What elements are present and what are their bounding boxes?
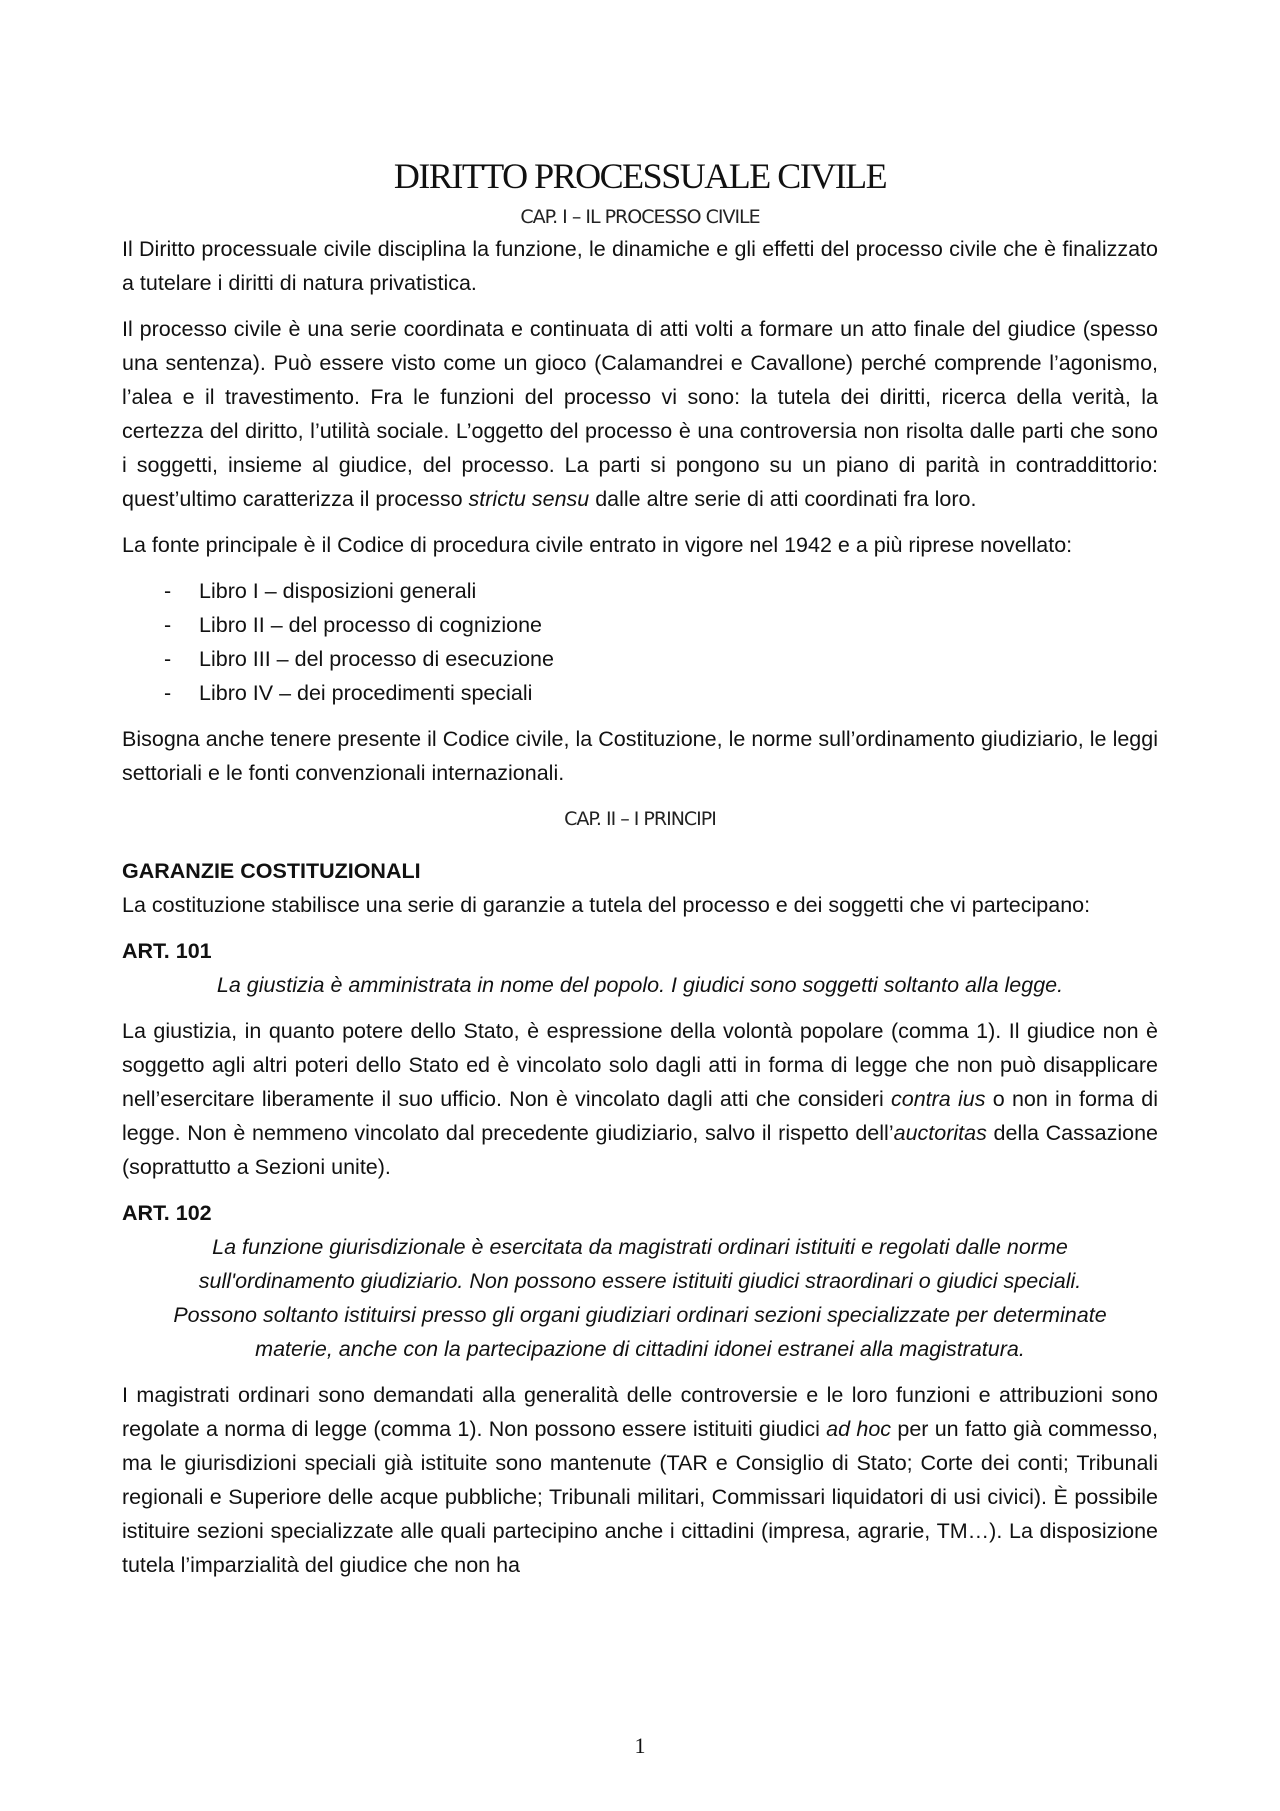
process-text-c: dalle altre serie di atti coordinati fra loro.	[595, 487, 977, 511]
books-list	[122, 574, 1158, 710]
quote-line: materie, anche con la partecipazione di cittadini idonei estranei alla magistratura.	[255, 1337, 1025, 1361]
list-item	[122, 574, 1158, 608]
guarantees-paragraph: La costituzione stabilisce una serie di garanzie a tutela del processo e dei soggetti che vi partecipano:	[122, 893, 1091, 917]
process-text-a: Il processo civile è una serie coordinata e continuata di atti volti a formare un atto finale del giudice (spesso una sentenza). Può essere visto come un gioco (Calamandrei e Cavallone) perché comprende l’agonismo, l’alea e il travestimento. Fra le funzioni del processo vi sono: la tutela dei diritti, ricerca della verità, la certezza del diritto, l’utilità sociale. L’oggetto del processo è una controversia non risolta dalle parti che sono i soggetti, insieme al giudice, del processo. La parti si pongono su un piano di parità in contraddittorio: quest’ultimo caratterizza il processo	[122, 317, 1158, 511]
art101-text-italic-1: contra ius	[890, 1087, 986, 1111]
process-text-italic: strictu sensu	[468, 487, 590, 511]
chapter-2-heading: CAP. II – I PRINCIPI	[564, 808, 716, 830]
art101-text-a: La giustizia, in quanto potere dello Stato, è espressione della volontà popolare (comma 1). Il giudice non è soggetto agli altri poteri dello Stato ed è vincolato solo dagli atti in forma di legge che non può disapplicare nell’esercitare liberamente il suo ufficio. Non è vincolato dagli atti che consideri	[122, 1019, 1158, 1111]
quote-line: sull'ordinamento giudiziario. Non possono essere istituiti giudici straordinari o giudici speciali.	[198, 1269, 1082, 1293]
article-102-heading: ART. 102	[122, 1201, 212, 1225]
quote-line: La funzione giurisdizionale è esercitata da magistrati ordinari istituiti e regolati dalle norme	[212, 1235, 1068, 1259]
article-101-quote	[122, 968, 1158, 1002]
art101-text-c: o non in forma di legge. Non è nemmeno vincolato dal precedente giudiziario, salvo il rispetto dell’	[122, 1087, 1158, 1145]
art102-text-italic: ad hoc	[826, 1417, 892, 1441]
book-label: Libro I – disposizioni generali	[199, 579, 477, 603]
intro-paragraph: Il Diritto processuale civile disciplina la funzione, le dinamiche e gli effetti del processo civile che è finalizzato a tutelare i diritti di natura privatistica.	[122, 237, 1158, 295]
list-item	[122, 642, 1158, 676]
page-number: 1	[634, 1733, 646, 1758]
article-102-paragraph	[122, 1378, 1158, 1582]
list-item	[122, 676, 1158, 710]
other-sources-paragraph: Bisogna anche tenere presente il Codice civile, la Costituzione, le norme sull’ordinamento giudiziario, le leggi settoriali e le fonti convenzionali internazionali.	[122, 727, 1158, 785]
quote-line: Possono soltanto istituirsi presso gli organi giudiziari ordinari sezioni specializzate per determinate	[173, 1303, 1107, 1327]
article-101-heading: ART. 101	[122, 939, 212, 963]
book-label: Libro II – del processo di cognizione	[199, 613, 543, 637]
list-item	[122, 608, 1158, 642]
sources-paragraph: La fonte principale è il Codice di procedura civile entrato in vigore nel 1942 e a più riprese novellato:	[122, 533, 1073, 557]
book-label: Libro IV – dei procedimenti speciali	[199, 681, 533, 705]
process-paragraph	[122, 312, 1158, 516]
quote-line: La giustizia è amministrata in nome del popolo. I giudici sono soggetti soltanto alla legge.	[216, 973, 1064, 997]
art101-text-italic-2: auctoritas	[893, 1121, 987, 1145]
chapter-1-heading: CAP. I – IL PROCESSO CIVILE	[520, 206, 760, 228]
document-title: DIRITTO PROCESSUALE CIVILE	[393, 156, 887, 196]
art102-text-c: per un fatto già commesso, ma le giurisdizioni speciali già istituite sono mantenute (TAR e Consiglio di Stato; Corte dei conti; Tribunali regionali e Superiore delle acque pubbliche; Tribunali militari, Commissari liquidatori di usi civici). È possibile istituire sezioni specializzate alle quali partecipino anche i cittadini (impresa, agrarie, TM…). La disposizione tutela l’imparzialità del giudice che non ha	[122, 1417, 1158, 1577]
article-102-quote	[122, 1230, 1158, 1366]
section-heading: GARANZIE COSTITUZIONALI	[122, 859, 421, 883]
document-page	[122, 150, 1158, 1594]
article-101-paragraph	[122, 1014, 1158, 1184]
book-label: Libro III – del processo di esecuzione	[199, 647, 554, 671]
art102-text-a: I magistrati ordinari sono demandati alla generalità delle controversie e le loro funzioni e attribuzioni sono regolate a norma di legge (comma 1). Non possono essere istituiti giudici	[122, 1383, 1158, 1441]
art101-text-e: della Cassazione (soprattutto a Sezioni unite).	[122, 1121, 1158, 1179]
